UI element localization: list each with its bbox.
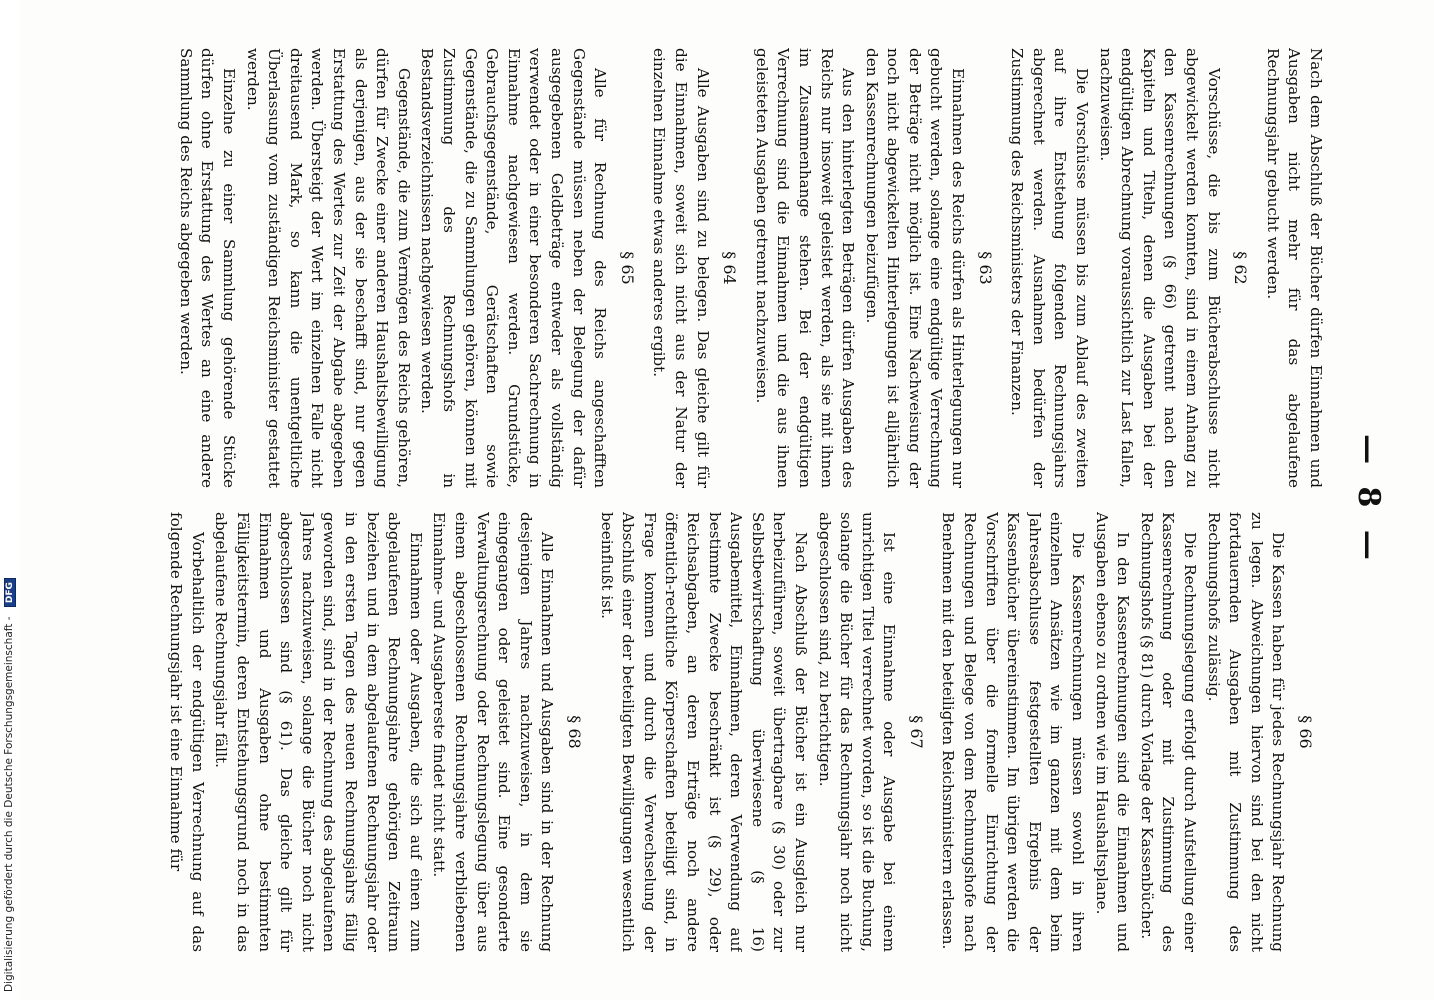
- paragraph: Die Rechnungslegung erfolgt durch Aufstellung einer Kassenrechnung oder mit Zustimmung des Rechnungshofs (§ 81) durch Vorlage der Kassenbücher.: [1137, 512, 1200, 952]
- section-heading: § 62: [1231, 251, 1251, 285]
- paragraph: Gegenstände, die zum Vermögen des Reichs gehören, dürfen für Zwecke einer anderen Haushaltsbewilligung als derjenigen, aus der sie beschafft sind, nur gegen Erstattung des Wertes zur Zeit der Abgabe abgegeben werden. Übersteigt der Wert im einzelnen Falle nicht dreitausend Mark, so kann die unentgeltliche Überlassung vom zuständigen Reichsminister gestattet werden.: [243, 48, 413, 488]
- paragraph: Die Vorschüsse müssen bis zum Ablauf des zweiten auf ihre Entstehung folgenden Rechnungsjahrs abgerechnet werden. Ausnahmen bedürfen der Zustimmung des Reichsministers der Finanzen.: [1008, 48, 1092, 488]
- digitization-credit: [3, 578, 16, 992]
- paragraph: Einnahmen des Reichs dürfen als Hinterlegungen nur gebucht werden, solange eine endgültige Verrechnung der Beträge nicht möglich ist. Eine Nachweisung der noch nicht abgewickelten Hinterlegungen ist alljährlich den Kassenrechnungen beizufügen.: [862, 48, 968, 488]
- paragraph: Die Kassenrechnungen müssen sowohl in ihren einzelnen Ansätzen wie im ganzen mit dem beim Jahresabschlusse festgestellten Ergebnis der Kassenbücher übereinstimmen. Im übrigen werden die Vorschriften über die formelle Einrichtung der Rechnungen und Belege von dem Rechnungshofe nach Benehmen mit den beteiligten Reichsministern erlassen.: [939, 512, 1088, 952]
- paragraph: Ist eine Einnahme oder Ausgabe bei einem unrichtigen Titel verrechnet worden, so ist die Buchung, solange die Bücher für das Rechnungsjahr noch nicht abgeschlossen sind, zu berichtigen.: [815, 512, 899, 952]
- section-heading: § 66: [1296, 715, 1315, 749]
- paragraph: Nach dem Abschluß der Bücher dürfen Einnahmen und Ausgaben nicht mehr für das abgelaufene Rechnungsjahr gebucht werden.: [1263, 48, 1325, 488]
- paragraph: Einzelne zu einer Sammlung gehörende Stücke dürfen ohne Erstattung des Wertes an eine andere Sammlung des Reichs abgegeben werden.: [176, 48, 239, 488]
- paragraph: In den Kassenrechnungen sind die Einnahmen und Ausgaben ebenso zu ordnen wie im Haushaltsplane.: [1092, 512, 1133, 952]
- section-heading: § 67: [906, 715, 926, 749]
- paragraph: Vorbehaltlich der endgültigen Verrechnung auf das folgende Rechnungsjahr ist eine Einnahme für: [167, 512, 207, 952]
- paragraph: Die Kassen haben für jedes Rechnungsjahr Rechnung zu legen. Abweichungen hiervon sind bei den nicht fortdauernden Ausgaben mit Zustimmung des Rechnungshofs zulässig.: [1204, 512, 1288, 952]
- paragraph: Einnahmen oder Ausgaben, die sich auf einen zum abgelaufenen Rechnungsjahre gehörigen Zeitraum beziehen und in dem abgelaufenen Rechnungsjahr oder in den ersten Tagen des neuen Rechnungsjahrs fällig geworden sind, sind in der Rechnung des abgelaufenen Jahres nachzuweisen, solange die Bücher noch nicht abgeschlossen sind (§ 61). Das gleiche gilt für Einnahmen und Ausgaben ohne bestimmten Fälligkeitstermin, deren Entstehungsgrund noch in das abgelaufene Rechnungsjahr fällt.: [212, 512, 425, 952]
- digitization-note: [0, 0, 20, 1000]
- digitization-credit-text: Digitalisierung gefördert durch die Deutsche Forschungsgemeinschaft -: [3, 616, 15, 992]
- paragraph: Vorschüsse, die bis zum Bücherabschlusse nicht abgewickelt werden konnten, sind in einem Anhang zu den Kassenrechnungen (§ 66) getrennt nach den Kapiteln und Titeln, denen die Ausgaben bei der endgültigen Abrechnung voraussichtlich zur Last fallen, nachzuweisen.: [1096, 48, 1223, 488]
- section-heading: § 63: [975, 251, 995, 285]
- dfg-logo: DFG: [4, 578, 16, 607]
- right-column: [26, 512, 1326, 952]
- paragraph: Alle Ausgaben sind zu belegen. Das gleiche gilt für die Einnahmen, soweit sich nicht aus der Natur der einzelnen Einnahme etwas anderes ergibt.: [650, 48, 712, 488]
- section-heading: § 68: [565, 715, 584, 749]
- section-heading: § 65: [617, 251, 637, 285]
- paragraph: Aus den hinterlegten Beträgen dürfen Ausgaben des Reichs nur insoweit geleistet werden, als sie mit ihnen im Zusammenhange stehen. Bei der endgültigen Verrechnung sind die Einnahmen und die aus ihnen geleisteten Ausgaben getrennt nachzuweisen.: [752, 48, 858, 488]
- left-column: [26, 48, 1326, 488]
- section-heading: § 64: [720, 251, 740, 285]
- page-number: — 8 —: [1351, 434, 1386, 566]
- paragraph: Alle Einnahmen und Ausgaben sind in der Rechnung desjenigen Jahres nachzuweisen, in dem sie eingegangen oder geleistet sind. Eine gesonderte Verwaltungsrechnung oder Rechnungslegung über aus einem abgeschlossenen Rechnungsjahre verbliebenen Einnahme- und Ausgabereste findet nicht statt.: [430, 512, 557, 952]
- paragraph: Alle für Rechnung des Reichs angeschafften Gegenstände müssen neben der Belegung der dafür ausgegebenen Geldbeträge entweder als vollständig verwendet oder in einer besonderen Sachrechnung in Einnahme nachgewiesen werden. Grundstücke, Gebrauchsgegenstände, Gerätschaften sowie Gegenstände, die zu Sammlungen gehören, können mit Zustimmung des Rechnungshofs in Bestandsverzeichnissen nachgewiesen werden.: [418, 48, 610, 488]
- paragraph: Nach Abschluß der Bücher ist ein Ausgleich nur herbeizuführen, soweit übertragbare (§ 30) oder zur Selbstbewirtschaftung überwiesene (§ 16) Ausgabemittel, Einnahmen, deren Verwendung auf bestimmte Zwecke beschränkt ist (§ 29), oder Reichsabgaben, an deren Erträge noch andere öffentlich-rechtliche Körperschaften beteiligt sind, in Frage kommen und durch die Verwechselung der Abschluß einer der beteiligten Bewilligungen wesentlich beeinflußt ist.: [597, 512, 810, 952]
